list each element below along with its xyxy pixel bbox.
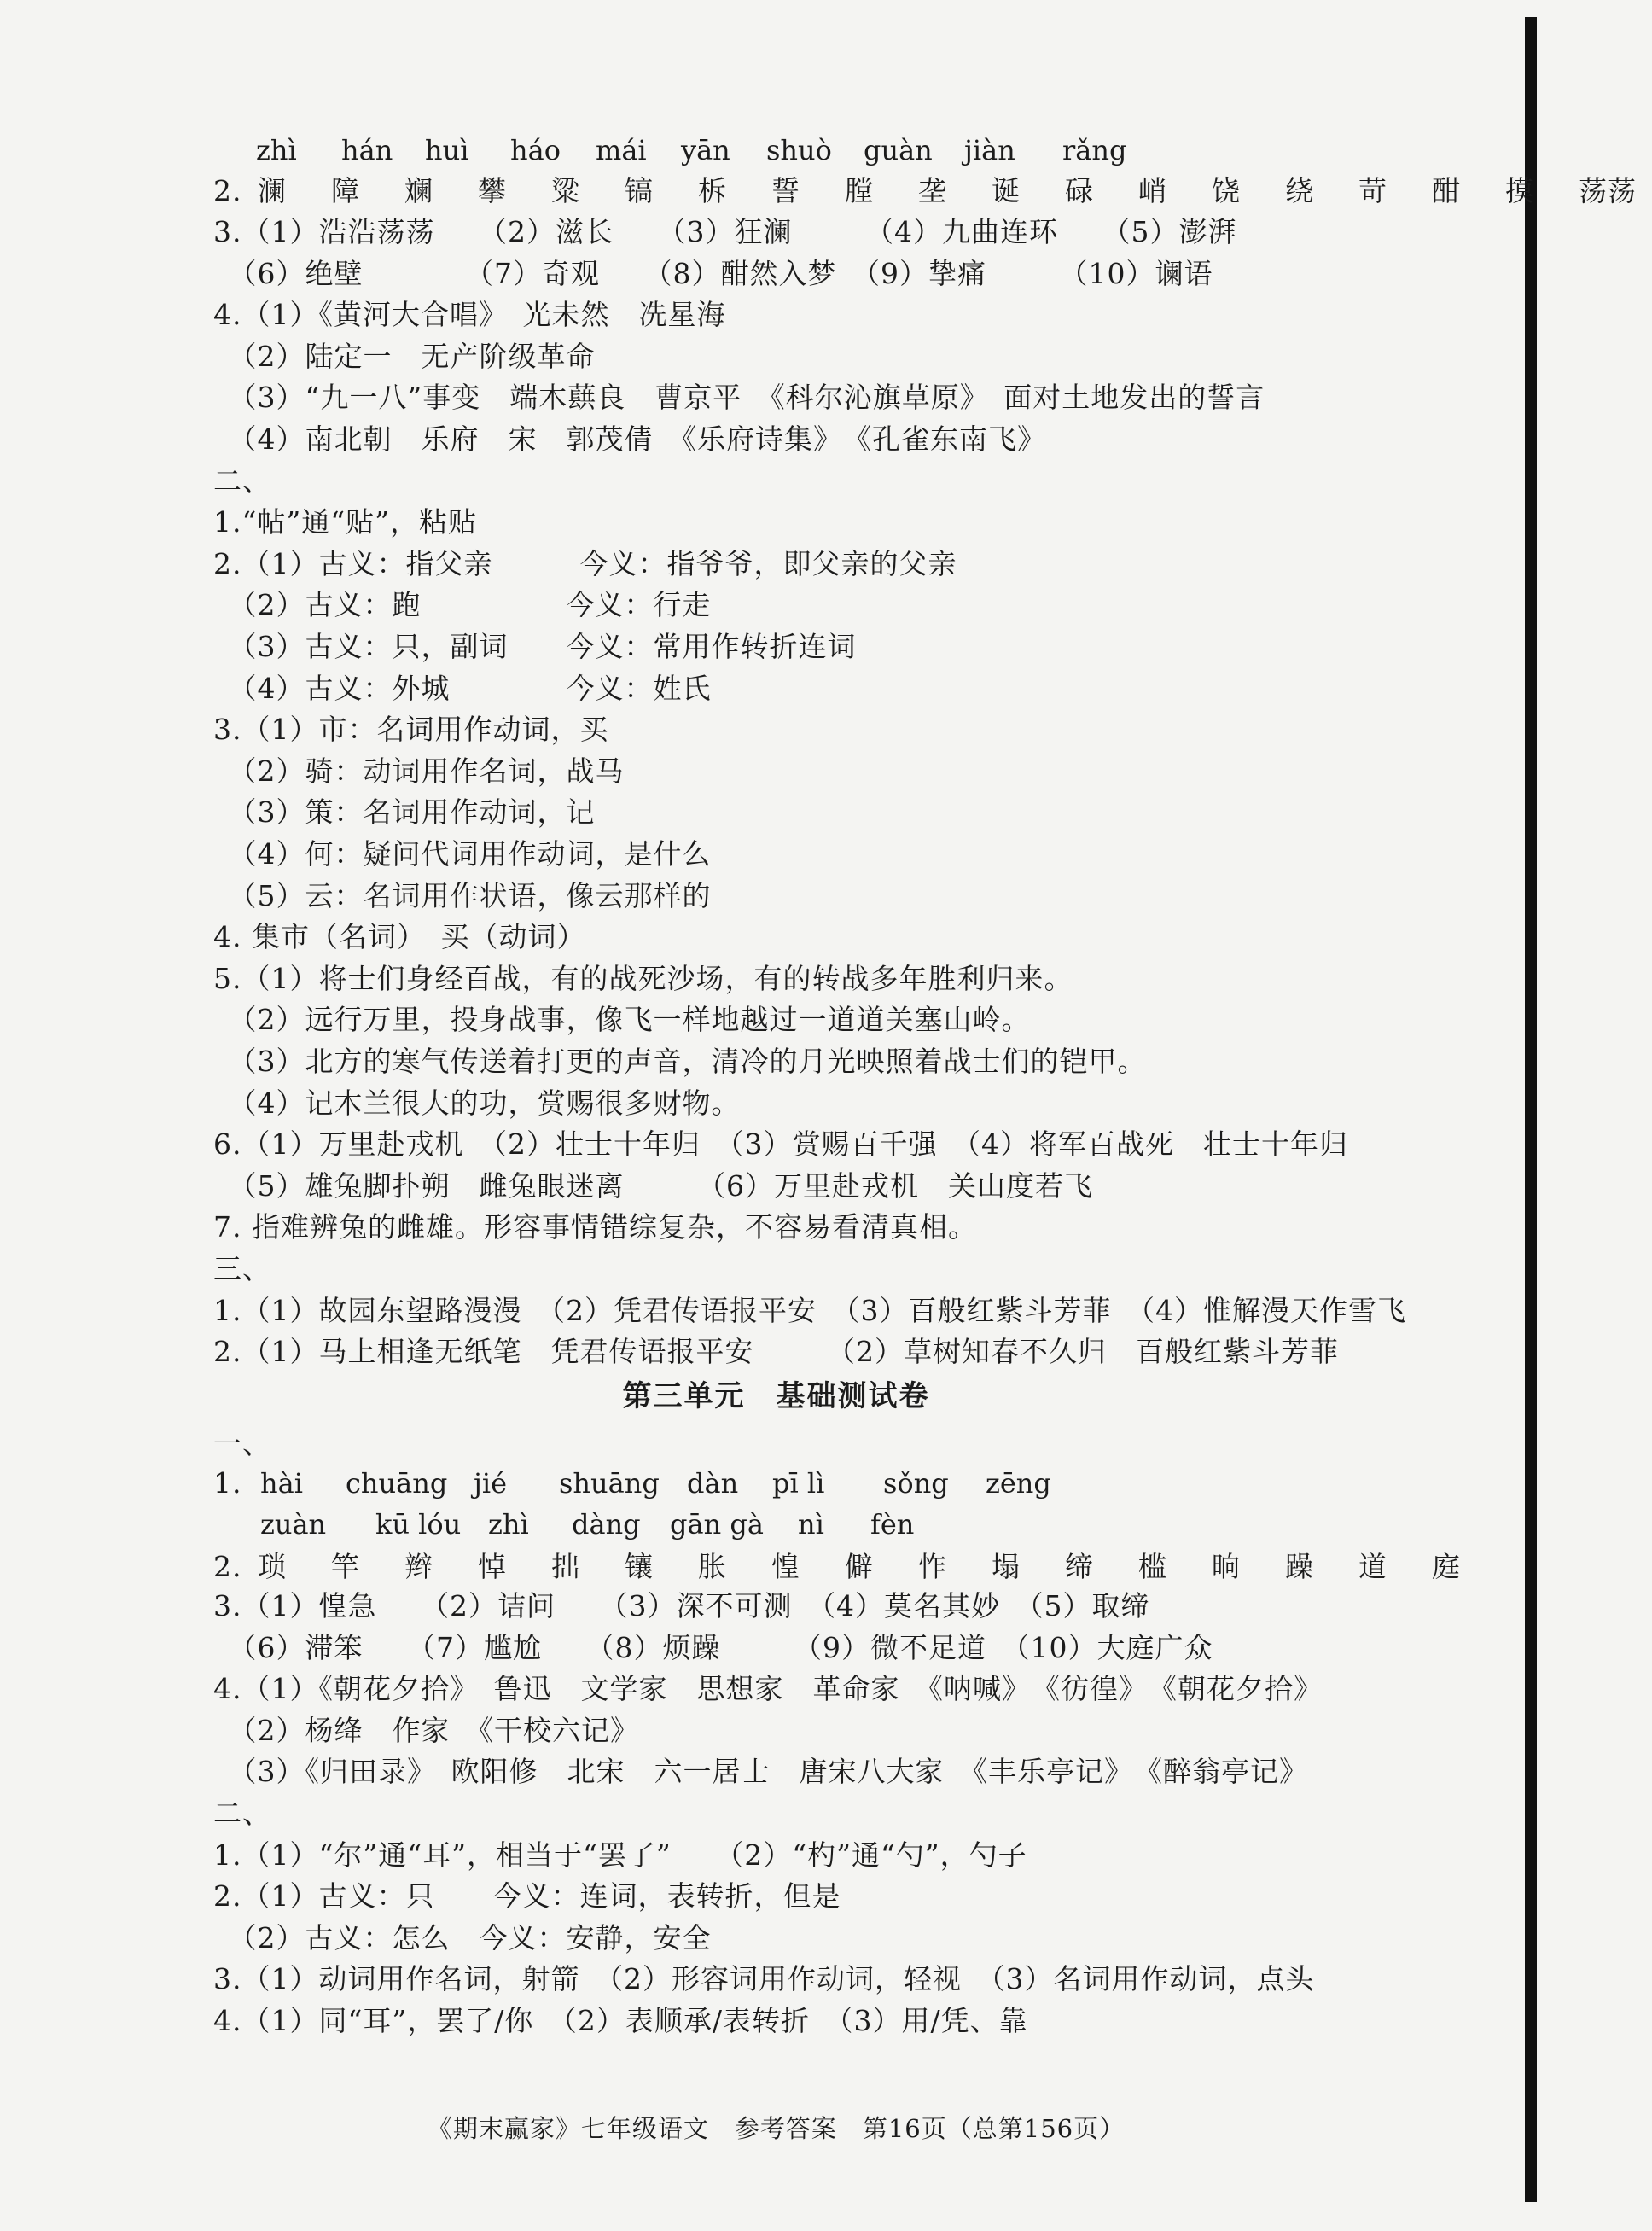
answer-character: 槛 [1138, 1550, 1167, 1583]
answer-line: 4.（1）同“耳”，罢了/你 （2）表顺承/表转折 （3）用/凭、靠 [213, 2004, 1028, 2037]
pinyin-item: hài [260, 1467, 303, 1500]
answer-line: （2）杨绛 作家 《干校六记》 [213, 1713, 639, 1747]
pinyin-item: háo [510, 134, 561, 166]
pinyin-item: kū lóu [375, 1508, 462, 1541]
answer-line: 6.（1）万里赴戎机 （2）壮士十年归 （3）赏赐百千强 （4）将军百战死 壮士十年归 [213, 1127, 1348, 1162]
pinyin-item: chuāng [346, 1467, 448, 1500]
answer-line: 3.（1）惶急 （2）诘问 （3）深不可测 （4）莫名其妙 （5）取缔 [213, 1589, 1150, 1622]
answer-line: （2）骑：动词用作名词，战马 [213, 754, 625, 788]
answer-character: 琐 [258, 1550, 287, 1583]
page-footer: 《期末赢家》七年级语文 参考答案 第16页（总第156页） [427, 2114, 1126, 2143]
answer-character: 饶 [1212, 174, 1241, 207]
q2-character-row-unit2 [213, 174, 1652, 208]
answer-line: （2）古义：跑 今义：行走 [213, 588, 712, 622]
answer-line: （3）《归田录》 欧阳修 北宋 六一居士 唐宋八大家 《丰乐亭记》 《醉翁亭记》 [213, 1755, 1308, 1789]
pinyin-item: jié [474, 1467, 508, 1500]
answer-line: 1.（1）故园东望路漫漫 （2）凭君传语报平安 （3）百般红紫斗芳菲 （4）惟解漫天作雪飞 [213, 1293, 1406, 1327]
answer-character: 峭 [1138, 174, 1167, 207]
answer-character: 庭 [1432, 1550, 1461, 1583]
answer-line: 二、 [213, 463, 271, 498]
answer-line: （4）记木兰很大的功，赏赐很多财物。 [213, 1086, 741, 1120]
unit3-q1-label: 1. [213, 1466, 242, 1500]
answer-line: （2）古义：怎么 今义：安静，安全 [213, 1920, 712, 1954]
answer-character: 誓 [771, 174, 800, 207]
answer-character: 怍 [918, 1550, 947, 1583]
answer-character: 绕 [1285, 174, 1314, 207]
answer-character: 障 [331, 174, 360, 207]
answer-character: 苛 [1358, 174, 1387, 207]
pinyin-item: guàn [864, 134, 933, 166]
answer-character: 惶 [771, 1550, 800, 1583]
answer-line: （6）滞笨 （7）尴尬 （8）烦躁 （9）微不足道 （10）大庭广众 [213, 1630, 1213, 1664]
pinyin-item: rǎng [1062, 134, 1127, 166]
question-label: 2. [213, 1550, 242, 1583]
answer-character: 斓 [404, 174, 433, 207]
answer-character: 澜 [258, 174, 287, 207]
answer-character: 膛 [845, 174, 874, 207]
answer-character: 荡荡 [1579, 174, 1637, 207]
pinyin-item: pī lì [772, 1467, 825, 1500]
answer-line: 7. 指难辨兔的雌雄。形容事情错综复杂，不容易看清真相。 [213, 1210, 977, 1244]
pinyin-item: sǒng [883, 1467, 949, 1500]
answer-character: 竿 [331, 1550, 360, 1583]
answer-line: 3.（1）市：名词用作动词，买 [213, 713, 609, 747]
answer-character: 僻 [845, 1550, 874, 1583]
answer-character: 塌 [992, 1550, 1021, 1583]
question-label: 2. [213, 174, 242, 207]
answer-character: 镐 [625, 174, 654, 207]
answer-line: （5）雄兔脚扑朔 雌兔眼迷离 （6）万里赴戎机 关山度若飞 [213, 1168, 1093, 1203]
answer-line: 2.（1）古义：指父亲 今义：指爷爷，即父亲的父亲 [213, 546, 957, 580]
answer-line: 三、 [213, 1252, 271, 1285]
answer-line: （4）南北朝 乐府 宋 郭茂倩 《乐府诗集》 《孔雀东南飞》 [213, 422, 1046, 456]
answer-character: 攀 [478, 174, 507, 207]
answer-character: 垄 [918, 174, 947, 207]
pinyin-item: dàng [572, 1508, 641, 1541]
pinyin-item: mái [596, 134, 647, 166]
answer-character: 胀 [698, 1550, 727, 1583]
answer-line: 4.（1）《黄河大合唱》 光未然 冼星海 [213, 298, 726, 332]
pinyin-item: fèn [870, 1508, 915, 1541]
pinyin-item: nì [798, 1508, 824, 1541]
answer-line: （4）何：疑问代词用作动词，是什么 [213, 837, 712, 871]
answer-line: 5.（1）将士们身经百战，有的战死沙场，有的转战多年胜利归来。 [213, 961, 1073, 995]
answer-character: 缔 [1065, 1550, 1094, 1583]
answer-line: 3.（1）浩浩荡荡 （2）滋长 （3）狂澜 （4）九曲连环 （5）澎湃 [213, 215, 1237, 248]
answer-line: （5）云：名词用作状语，像云那样的 [213, 878, 712, 912]
unit3-section-one: 一、 [213, 1427, 271, 1460]
answer-character: 道 [1358, 1550, 1387, 1583]
answer-line: 2.（1）马上相逢无纸笔 凭君传语报平安 （2）草树知春不久归 百般红紫斗芳菲 [213, 1335, 1339, 1369]
answer-line: （3）北方的寒气传送着打更的声音，清冷的月光映照着战士们的铠甲。 [213, 1045, 1147, 1078]
answer-character: 晌 [1212, 1550, 1241, 1583]
answer-character: 碌 [1065, 174, 1094, 207]
pinyin-item: dàn [687, 1467, 739, 1500]
answer-character: 摸 [1505, 174, 1534, 207]
answer-line: 1.“帖”通“贴”，粘贴 [213, 505, 477, 539]
unit3-title: 第三单元 基础测试卷 [622, 1379, 930, 1413]
pinyin-item: zuàn [260, 1508, 327, 1541]
answer-character: 镶 [625, 1550, 654, 1583]
answer-line: 2.（1）古义：只 今义：连词，表转折，但是 [213, 1879, 841, 1914]
pinyin-item: hán [341, 134, 393, 166]
pinyin-item: zhì [256, 134, 297, 166]
answer-character: 辫 [404, 1550, 433, 1583]
answer-character: 诞 [992, 174, 1021, 207]
pinyin-item: zhì [488, 1508, 529, 1541]
answer-character: 酣 [1432, 174, 1461, 207]
pinyin-item: shuò [766, 134, 832, 166]
answer-character: 粱 [551, 174, 580, 207]
answer-line: （2）远行万里，投身战事，像飞一样地越过一道道关塞山岭。 [213, 1003, 1031, 1037]
answer-line: 4.（1）《朝花夕拾》 鲁迅 文学家 思想家 革命家 《呐喊》 《彷徨》 《朝花夕拾》 [213, 1672, 1323, 1706]
answer-line: 4. 集市（名词） 买（动词） [213, 920, 586, 954]
scan-edge-bar [1525, 17, 1537, 2202]
answer-line: 1.（1）“尔”通“耳”，相当于“罢了” （2）“杓”通“勺”，勺子 [213, 1838, 1027, 1872]
answer-character: 悼 [478, 1550, 507, 1583]
answer-line: 3.（1）动词用作名词，射箭 （2）形容词用作动词，轻视 （3）名词用作动词，点头 [213, 1962, 1315, 1996]
pinyin-item: shuāng [559, 1467, 660, 1500]
pinyin-item: zēng [986, 1467, 1051, 1500]
answer-line: （3）古义：只，副词 今义：常用作转折连词 [213, 630, 857, 663]
pinyin-item: huì [425, 134, 469, 166]
answer-character: 柝 [698, 174, 727, 207]
answer-line: （4）古义：外城 今义：姓氏 [213, 671, 712, 705]
answer-line: （3）策：名词用作动词，记 [213, 795, 596, 830]
pinyin-item: gān gà [670, 1508, 764, 1541]
pinyin-item: jiàn [964, 134, 1015, 166]
answer-line: 二、 [213, 1797, 271, 1830]
pinyin-item: yān [681, 134, 730, 166]
answer-character: 拙 [551, 1550, 580, 1583]
answer-line: （3）“九一八”事变 端木蕻良 曹京平 《科尔沁旗草原》 面对土地发出的誓言 [213, 381, 1265, 415]
answer-character: 躁 [1285, 1550, 1314, 1583]
q2-character-row-unit3 [213, 1550, 1505, 1584]
answer-line: （2）陆定一 无产阶级革命 [213, 339, 596, 373]
answer-line: （6）绝壁 （7）奇观 （8）酣然入梦 （9）挚痛 （10）谰语 [213, 256, 1213, 290]
